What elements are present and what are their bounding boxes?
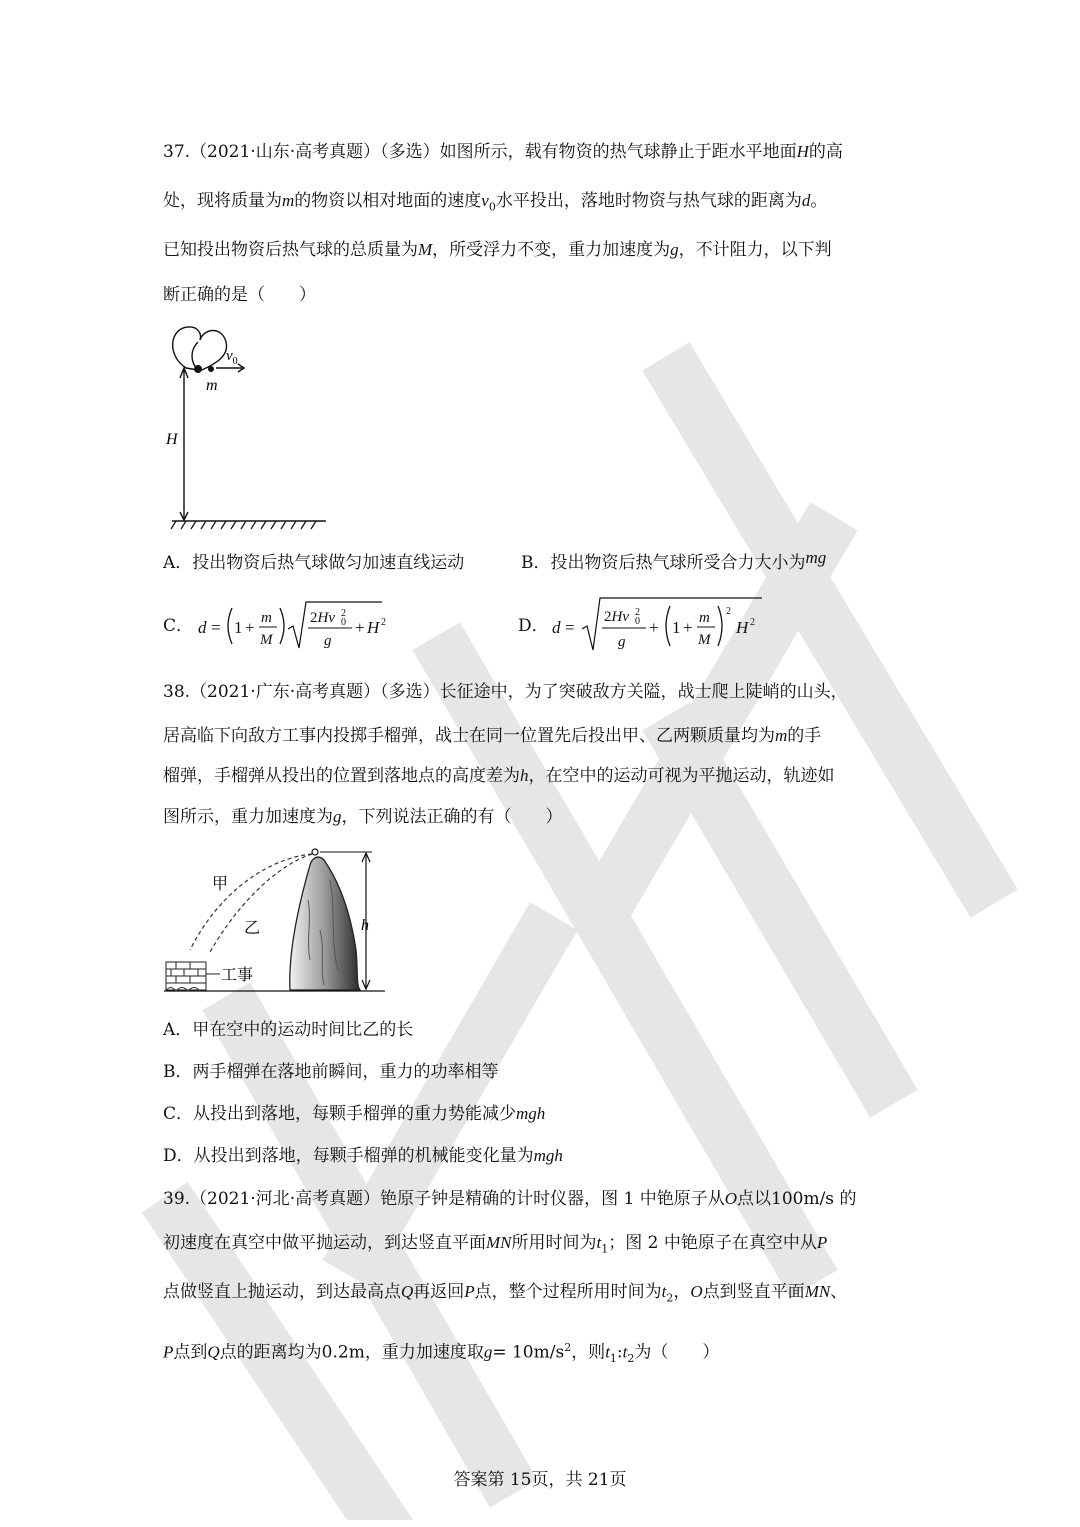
q37-formula-c	[196, 596, 396, 656]
svg-text:+: +	[683, 618, 693, 637]
svg-text:=: =	[211, 618, 221, 637]
svg-text:2Hv: 2Hv	[310, 610, 335, 626]
svg-text:g: g	[324, 633, 332, 649]
q37-line-4: 断正确的是（ ）	[163, 285, 316, 305]
q39-line-1: 39.（2021·河北·高考真题）铯原子钟是精确的计时仪器，图 1 中铯原子从O点以100m/s 的	[163, 1189, 857, 1209]
svg-text:+: +	[245, 618, 255, 637]
q37-line-1: 37.（2021·山东·高考真题）（多选）如图所示，载有物资的热气球静止于距水平地面H的高	[163, 142, 843, 162]
q37-line-2: 处，现将质量为m的物资以相对地面的速度$v_0$水平投出，落地时物资与热气球的距离为d。	[163, 191, 828, 214]
q39-line-4: P点到Q点的距离均为0.2m，重力加速度取$g= 10m/s^2$，则$t_1:t_2$为（ ）	[163, 1341, 720, 1366]
svg-text:=: =	[565, 618, 575, 637]
q37-option-b[interactable]: B．投出物资后热气球所受合力大小为mg	[521, 548, 827, 573]
q38-line-2: 居高临下向敌方工事内投掷手榴弹，战士在同一位置先后投出甲、乙两颗质量均为m的手	[163, 726, 822, 746]
svg-text:d: d	[552, 618, 561, 637]
q39-line-3: 点做竖直上抛运动，到达最高点Q再返回P点，整个过程所用时间为$t_2$，O点到竖直平面MN、	[163, 1282, 848, 1305]
q38-option-b[interactable]: B．两手榴弹在落地前瞬间，重力的功率相等	[163, 1062, 499, 1082]
svg-text:d: d	[198, 618, 207, 637]
label-h: h	[361, 917, 369, 934]
v0-label: $v_0$	[226, 348, 238, 367]
svg-text:2Hv: 2Hv	[604, 609, 629, 625]
ground-hatch	[171, 521, 316, 529]
page-footer: 答案第 15页，共 21页	[453, 1470, 627, 1490]
q38-option-d[interactable]: D．从投出到落地，每颗手榴弹的机械能变化量为mgh	[163, 1146, 563, 1166]
balloon-figure	[160, 320, 340, 535]
svg-text:m: m	[261, 610, 272, 626]
svg-text:2: 2	[341, 608, 346, 619]
soldier-mark	[312, 849, 318, 855]
svg-text:2: 2	[381, 617, 386, 628]
svg-text:0: 0	[635, 616, 640, 627]
q37-option-d[interactable]: D．	[518, 616, 549, 636]
q37-line-3: 已知投出物资后热气球的总质量为M，所受浮力不变，重力加速度为g，不计阻力，以下判	[163, 240, 832, 260]
q38-option-c[interactable]: C．从投出到落地，每颗手榴弹的重力势能减少mgh	[163, 1104, 546, 1124]
svg-text:m: m	[699, 610, 710, 626]
svg-text:M: M	[698, 632, 711, 648]
svg-text:+: +	[355, 618, 365, 637]
m-label: m	[206, 377, 218, 394]
q39-line-2: 初速度在真空中做平抛运动，到达竖直平面MN所用时间为$t_1$；图 2 中铯原子在真空中从P	[163, 1233, 828, 1256]
cliff-rock	[290, 857, 360, 990]
q38-line-3: 榴弹，手榴弹从投出的位置到落地点的高度差为h，在空中的运动可视为平抛运动，轨迹如	[163, 766, 835, 786]
q37-option-a[interactable]: A．投出物资后热气球做匀加速直线运动	[163, 553, 465, 573]
svg-text:H: H	[736, 618, 749, 637]
balloon-basket	[194, 365, 202, 373]
q38-line-1: 38.（2021·广东·高考真题）（多选）长征途中，为了突破敌方关隘，战士爬上陡峭的山头，	[163, 682, 848, 702]
q38-option-a[interactable]: A．甲在空中的运动时间比乙的长	[163, 1020, 414, 1040]
svg-text:H: H	[367, 618, 380, 637]
svg-text:1: 1	[234, 618, 243, 637]
label-gongshi: 工事	[221, 965, 254, 984]
q37-formula-d	[550, 592, 770, 656]
svg-text:g: g	[618, 634, 626, 650]
label-jia: 甲	[212, 874, 229, 893]
H-label: H	[166, 431, 178, 448]
q38-line-4: 图所示，重力加速度为g，下列说法正确的有（ ）	[163, 807, 563, 827]
svg-text:2: 2	[635, 607, 640, 618]
label-yi: 乙	[244, 918, 261, 937]
q37-option-c[interactable]: C．	[163, 616, 194, 636]
cliff-figure	[160, 840, 390, 1000]
svg-text:2: 2	[750, 617, 755, 628]
svg-text:0: 0	[341, 617, 346, 628]
cargo-dot	[208, 366, 214, 372]
svg-text:+: +	[649, 618, 659, 637]
svg-text:2: 2	[726, 606, 731, 617]
svg-text:M: M	[260, 632, 273, 648]
svg-text:1: 1	[672, 618, 681, 637]
bunker	[166, 962, 220, 990]
